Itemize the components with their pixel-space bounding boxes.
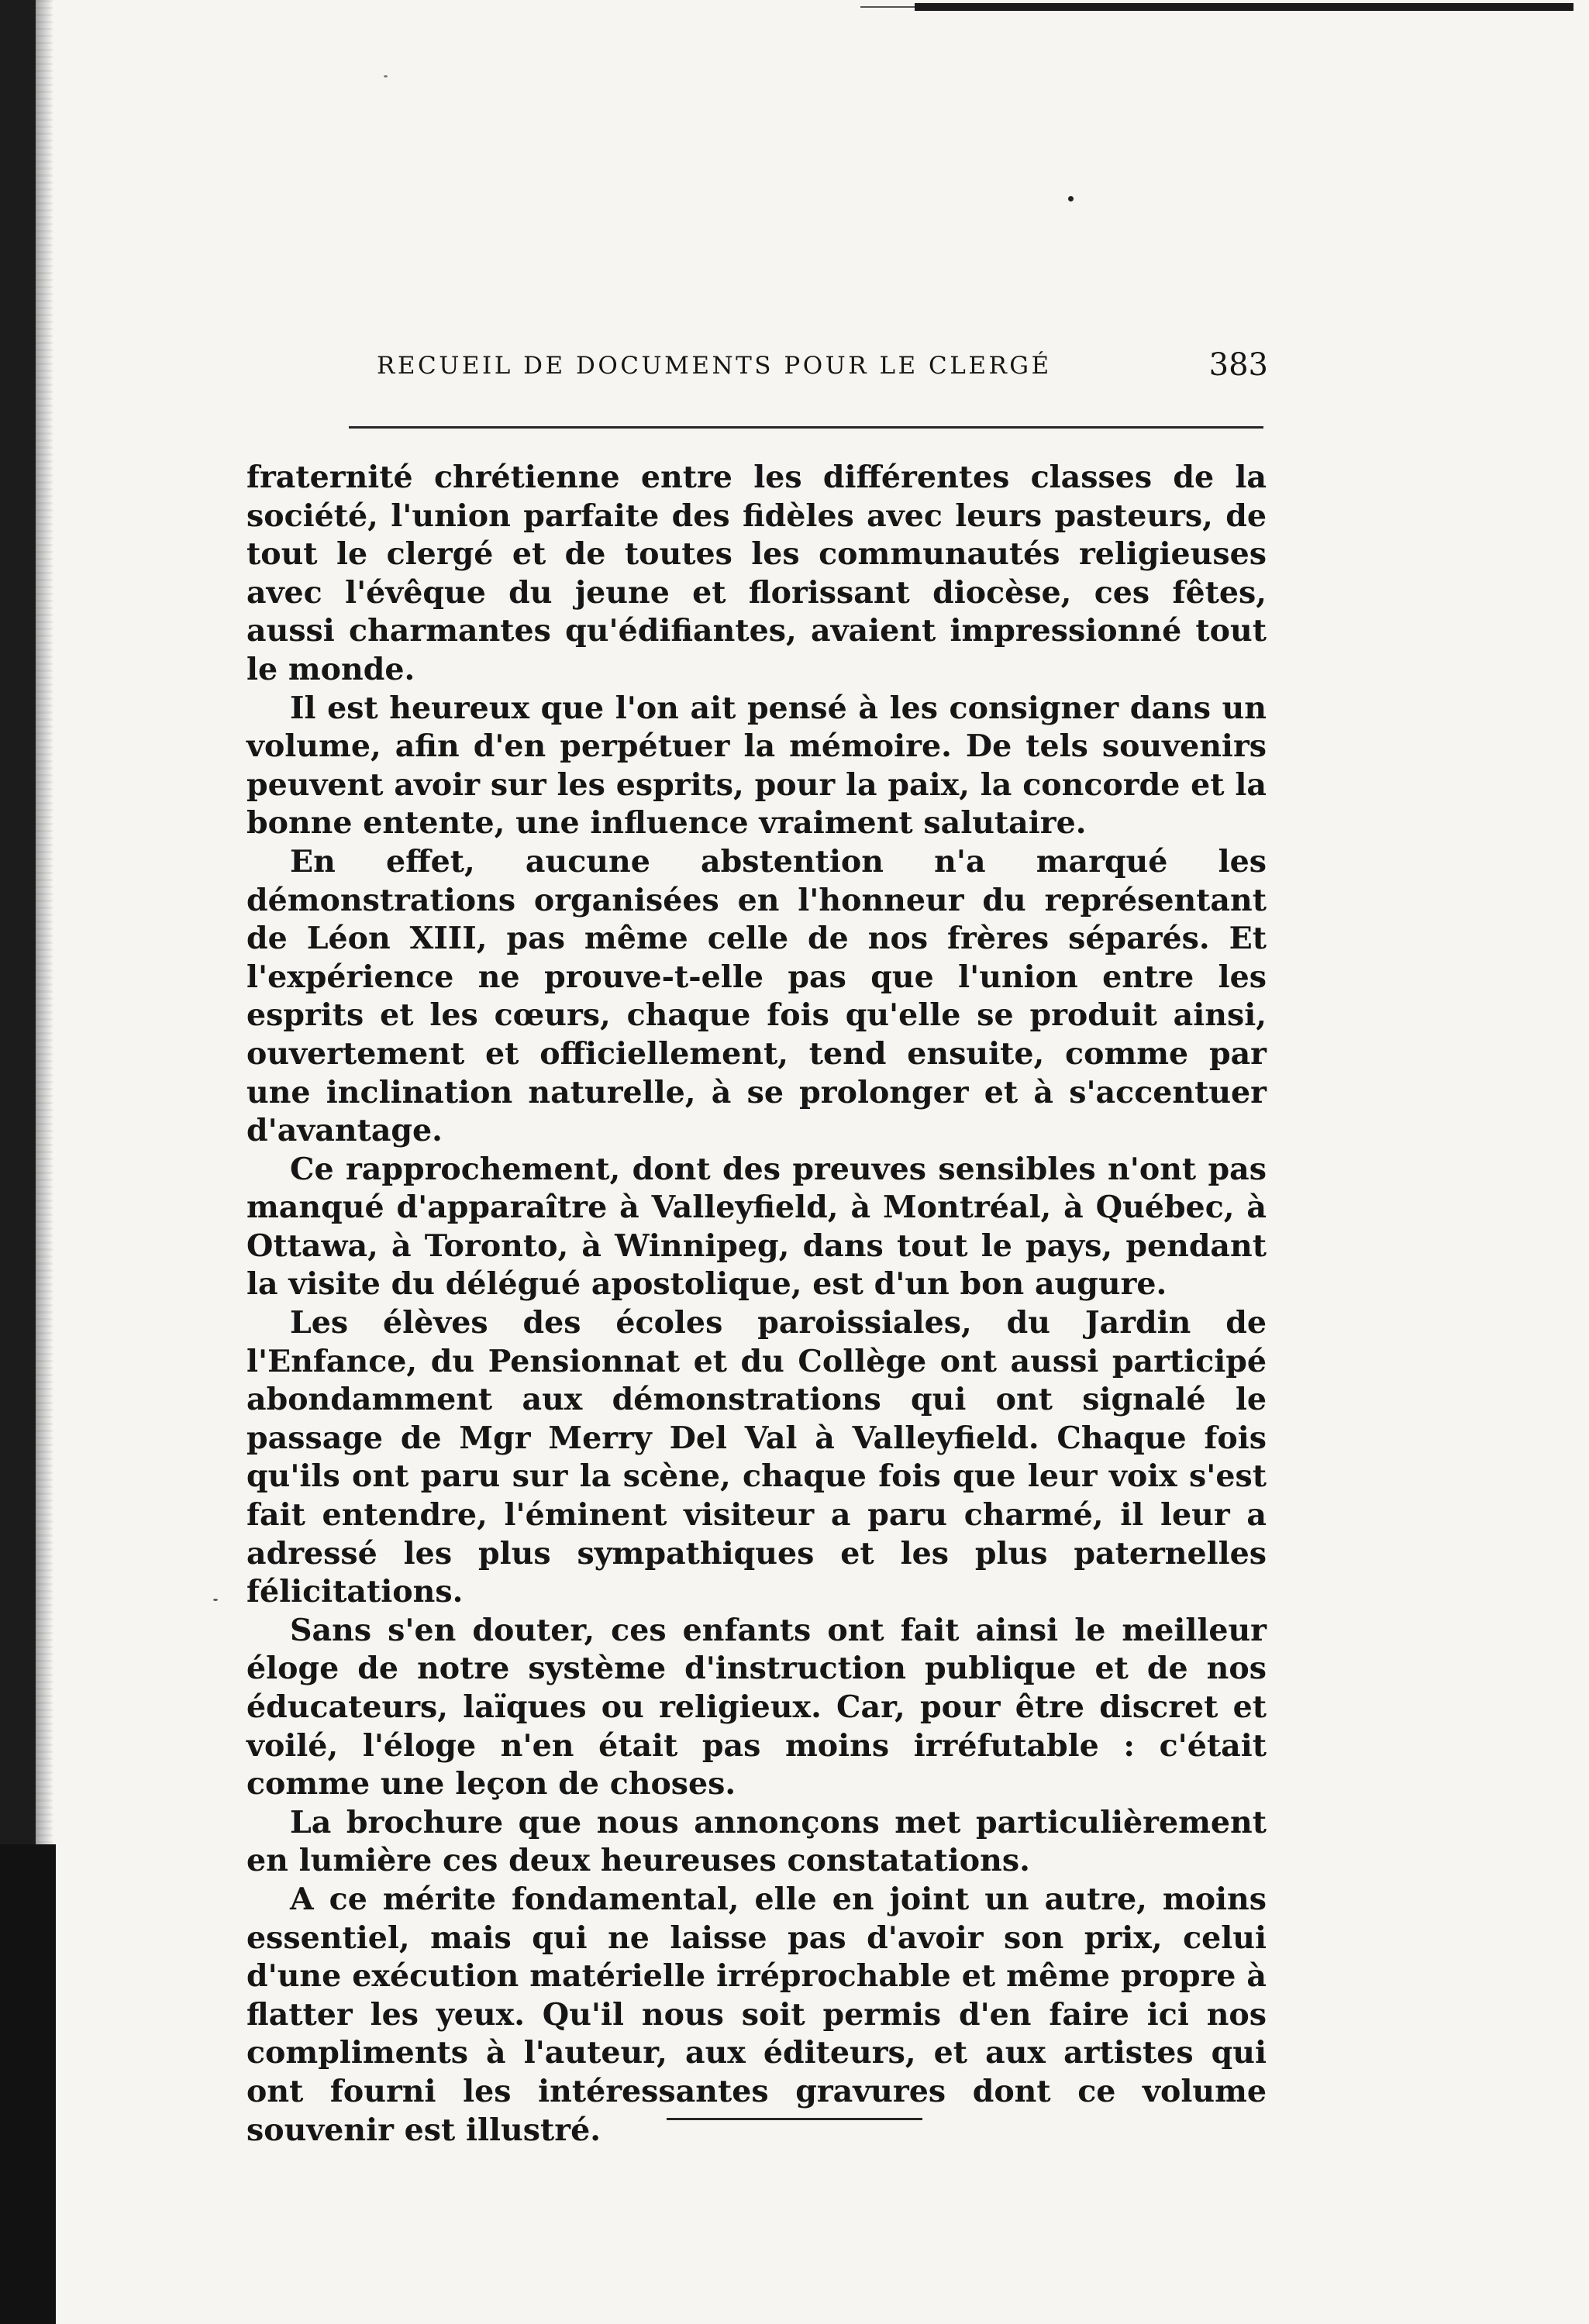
paragraph: Ce rapprochement, dont des preuves sensibles n'ont pas manqué d'apparaître à Valleyfield, à Montréal, à Québec, à Ottawa, à Toronto, à Winnipeg, dans tout le pays, pendant la visite du délégué apostolique, est d'un bon augure. (246, 1151, 1267, 1303)
body-text (246, 459, 1267, 2150)
paragraph: Sans s'en douter, ces enfants ont fait ainsi le meilleur éloge de notre système d'instruction publique et de nos éducateurs, laïques ou religieux. Car, pour être discret et voilé, l'éloge n'en était pas moins irréfutable : c'était comme une leçon de choses. (246, 1612, 1267, 1802)
paragraph: A ce mérite fondamental, elle en joint un autre, moins essentiel, mais qui ne laisse pas d'avoir son prix, celui d'une exécution matérielle irréprochable et même propre à flatter les yeux. Qu'il nous soit permis d'en faire ici nos compliments à l'auteur, aux éditeurs, et aux artistes qui ont fourni les intéressantes gravures dont ce volume souvenir est illustré. (246, 1881, 1267, 2148)
header-rule (349, 426, 1263, 429)
page-number: 383 (1208, 347, 1268, 383)
paragraph: Il est heureux que l'on ait pensé à les consigner dans un volume, afin d'en perpétuer la mémoire. De tels souvenirs peuvent avoir sur les esprits, pour la paix, la concorde et la bonne entente, une influence vraiment salutaire. (246, 690, 1267, 842)
ink-speck (213, 1599, 218, 1601)
ink-speck (384, 75, 388, 77)
paragraph: En effet, aucune abstention n'a marqué les démonstrations organisées en l'honneur du représentant de Léon XIII, pas même celle de nos frères séparés. Et l'expérience ne prouve-t-elle pas que l'union entre les esprits et les cœurs, chaque fois qu'elle se produit ainsi, ouvertement et officiellement, tend ensuite, comme par une inclination naturelle, à se prolonger et à s'accentuer d'avantage. (246, 843, 1267, 1149)
paragraph: fraternité chrétienne entre les différentes classes de la société, l'union parfaite des fidèles avec leurs pasteurs, de tout le clergé et de toutes les communautés religieuses avec l'évêque du jeune et florissant diocèse, ces fêtes, aussi charmantes qu'édifiantes, avaient impressionné tout le monde. (246, 460, 1267, 687)
running-header (377, 349, 1268, 387)
paragraph: La brochure que nous annonçons met particulièrement en lumière ces deux heureuses constatations. (246, 1804, 1267, 1879)
scanned-page-edge-bottom (0, 1844, 56, 2324)
top-edge-mark (860, 6, 922, 8)
paragraph: Les élèves des écoles paroissiales, du Jardin de l'Enfance, du Pensionnat et du Collège ont aussi participé abondamment aux démonstrations qui ont signalé le passage de Mgr Merry Del Val à Valleyfield. Chaque fois qu'ils ont paru sur la scène, chaque fois que leur voix s'est fait entendre, l'éminent visiteur a paru charmé, il leur a adressé les plus sympathiques et les plus paternelles félicitations. (246, 1305, 1267, 1610)
running-title: RECUEIL DE DOCUMENTS POUR LE CLERGÉ (377, 352, 1052, 380)
ink-speck (1068, 196, 1074, 201)
end-rule (667, 2118, 922, 2120)
top-edge-bar (915, 3, 1573, 11)
